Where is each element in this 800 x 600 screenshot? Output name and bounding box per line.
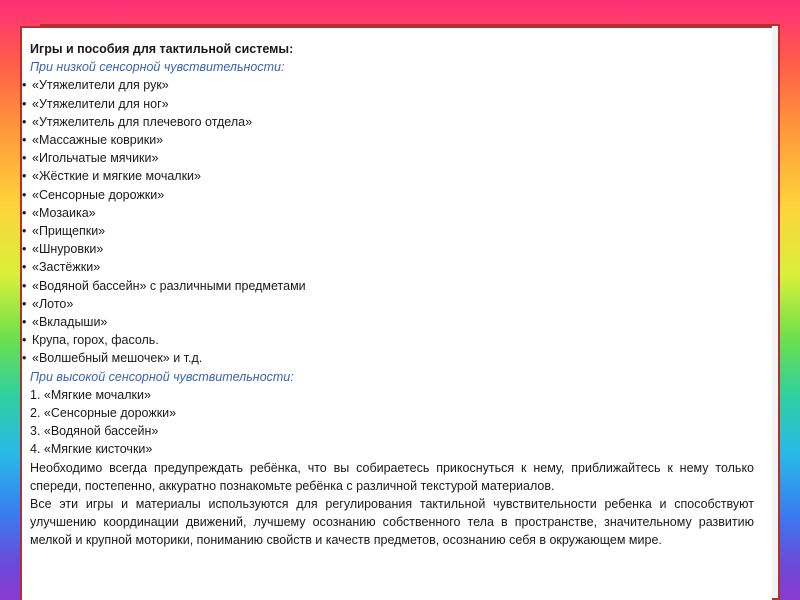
high-sensitivity-heading: При высокой сенсорной чувствительности: (30, 369, 294, 384)
list-item: • «Застёжки» (22, 258, 754, 276)
summary-paragraph: Все эти игры и материалы используются для регулирования тактильной чувствительности ребенка и способствуют улучшению координации движений, лучшему осознанию собственного тела в пространстве, значительному развитию мелкой и крупной моторики, пониманию свойств и качеств предметов, осознанию себя в окружающем мире. (30, 497, 754, 548)
list-item: • «Волшебный мешочек» и т.д. (22, 349, 754, 367)
high-sensitivity-list (22, 386, 754, 459)
list-item: • «Утяжелитель для плечевого отдела» (22, 113, 754, 131)
list-item: • «Прищепки» (22, 222, 754, 240)
slide-content (22, 40, 754, 550)
list-item: • «Игольчатые мячики» (22, 149, 754, 167)
list-item: • «Лото» (22, 295, 754, 313)
list-item: • «Жёсткие и мягкие мочалки» (22, 167, 754, 185)
list-item: • «Утяжелители для ног» (22, 95, 754, 113)
list-item: 2. «Сенсорные дорожки» (30, 406, 177, 421)
list-item: • «Мозаика» (22, 204, 754, 222)
list-item: • «Сенсорные дорожки» (22, 186, 754, 204)
list-item: 3. «Водяной бассейн» (30, 424, 159, 439)
list-item: 1. «Мягкие мочалки» (30, 387, 151, 402)
low-sensitivity-list (22, 76, 754, 367)
list-item: • «Шнуровки» (22, 240, 754, 258)
list-item: • «Вкладыши» (22, 313, 754, 331)
list-item: 4. «Мягкие кисточки» (30, 442, 153, 457)
warning-paragraph: Необходимо всегда предупреждать ребёнка, что вы собираетесь прикоснуться к нему, приближайтесь к нему только спереди, постепенно, аккуратно познакомьте ребёнка с различной текстурой материалов. (30, 460, 754, 493)
list-item: • «Водяной бассейн» с различными предметами (22, 277, 754, 295)
list-item: • «Утяжелители для рук» (22, 76, 754, 94)
low-sensitivity-heading: При низкой сенсорной чувствительности: (30, 60, 285, 75)
list-item: • Крупа, горох, фасоль. (22, 331, 754, 349)
slide-title: Игры и пособия для тактильной системы: (30, 42, 294, 56)
list-item: • «Массажные коврики» (22, 131, 754, 149)
